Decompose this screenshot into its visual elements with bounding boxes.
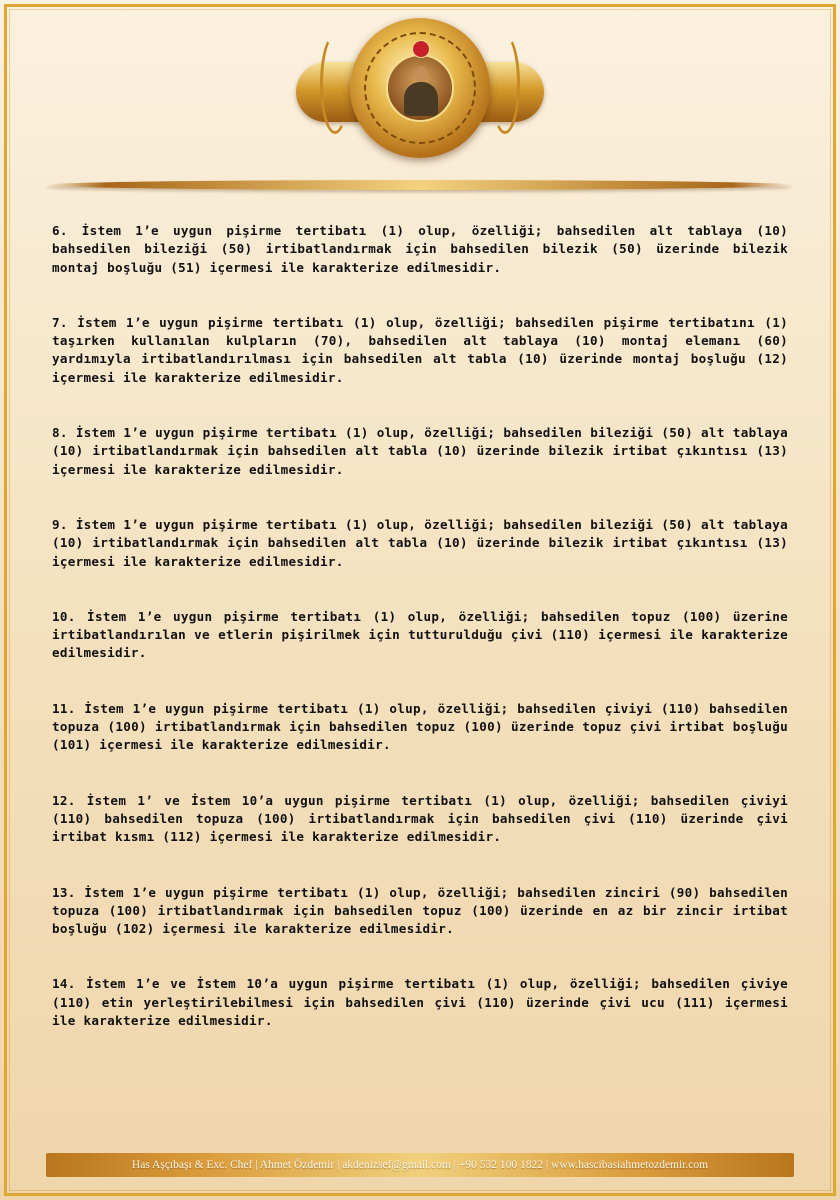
laurel-left-icon xyxy=(320,34,350,134)
claim-paragraph: 8. İstem 1’e uygun pişirme tertibatı (1) olup, özelliği; bahsedilen bileziği (50) alt tablaya (10) irtibatlandırmak için bahsedilen alt tabla (10) üzerinde bilezik irtibat çıkıntısı (13) içermesi ile karakterize edilmesidir. xyxy=(52,425,788,477)
claim-paragraph: 9. İstem 1’e uygun pişirme tertibatı (1) olup, özelliği; bahsedilen bileziği (50) alt tablaya (10) irtibatlandırmak için bahsedilen alt tabla (10) üzerinde bilezik irtibat çıkıntısı (13) içermesi ile karakterize edilmesidir. xyxy=(52,516,788,569)
chef-portrait-icon xyxy=(386,54,454,122)
letterhead-header xyxy=(0,0,840,200)
claim-paragraph: 6. İstem 1’e uygun pişirme tertibatı (1) olup, özelliği; bahsedilen alt tablaya (10) bahsedilen bileziği (50) irtibatlandırmak için bahsedilen bilezik (50) üzerinde bilezik montaj boşluğu (51) içermesi ile karakterize edilmesidir. xyxy=(52,223,788,275)
claim-paragraph: 13. İstem 1’e uygun pişirme tertibatı (1) olup, özelliği; bahsedilen zinciri (90) bahsedilen topuza (100) irtibatlandırmak için bahsedilen topuz (100) üzerinde en az bir zincir irtibat boşluğu (102) içermesi ile karakterize edilmesidir. xyxy=(52,884,788,937)
claim-paragraph: 12. İstem 1’ ve İstem 10’a uygun pişirme tertibatı (1) olup, özelliği; bahsedilen çiviyi (110) bahsedilen topuza (100) irtibatlandırmak için bahsedilen çivi (110) üzerinde çivi irtibat kısmı (112) içermesi ile karakterize edilmesidir. xyxy=(52,792,788,845)
claims-list xyxy=(52,222,788,1030)
laurel-right-icon xyxy=(490,34,520,134)
footer-contact-text: Has Aşçıbaşı & Exc. Chef | Ahmet Özdemir | akdenizsef@gmail.com | +90 532 100 1822 | www.hascibasiahmetozdemir.com xyxy=(131,1159,709,1171)
header-divider xyxy=(46,180,792,190)
claim-paragraph: 7. İstem 1’e uygun pişirme tertibatı (1) olup, özelliği; bahsedilen pişirme tertibatını (1) taşırken kullanılan kulpların (70), bahsedilen alt tablaya (10) montaj elemanı (60) yardımıyla irtibatlandırılması için bahsedilen alt tabla (10) üzerinde montaj boşluğu (12) içermesi ile karakterize edilmesidir. xyxy=(52,314,788,385)
gold-seal-emblem-icon xyxy=(350,18,490,158)
flag-emblem-icon xyxy=(412,40,430,58)
claim-paragraph: 14. İstem 1’e ve İstem 10’a uygun pişirme tertibatı (1) olup, özelliği; bahsedilen çiviye (110) etin yerleştirilebilmesi için bahsedilen çivi (110) üzerinde çivi ucu (111) içermesi ile karakterize edilmesidir. xyxy=(52,976,788,1029)
claim-paragraph: 11. İstem 1’e uygun pişirme tertibatı (1) olup, özelliği; bahsedilen çiviyi (110) bahsedilen topuza (100) irtibatlandırmak için bahsedilen topuz (100) üzerinde topuz çivi irtibat boşluğu (101) içermesi ile karakterize edilmesidir. xyxy=(52,700,788,753)
footer-bar xyxy=(46,1153,794,1177)
claim-paragraph: 10. İstem 1’e uygun pişirme tertibatı (1) olup, özelliği; bahsedilen topuz (100) üzerine irtibatlandırılan ve etlerin pişirilmek için tutturulduğu çivi (110) içermesi ile karakterize edilmesidir. xyxy=(52,608,788,661)
